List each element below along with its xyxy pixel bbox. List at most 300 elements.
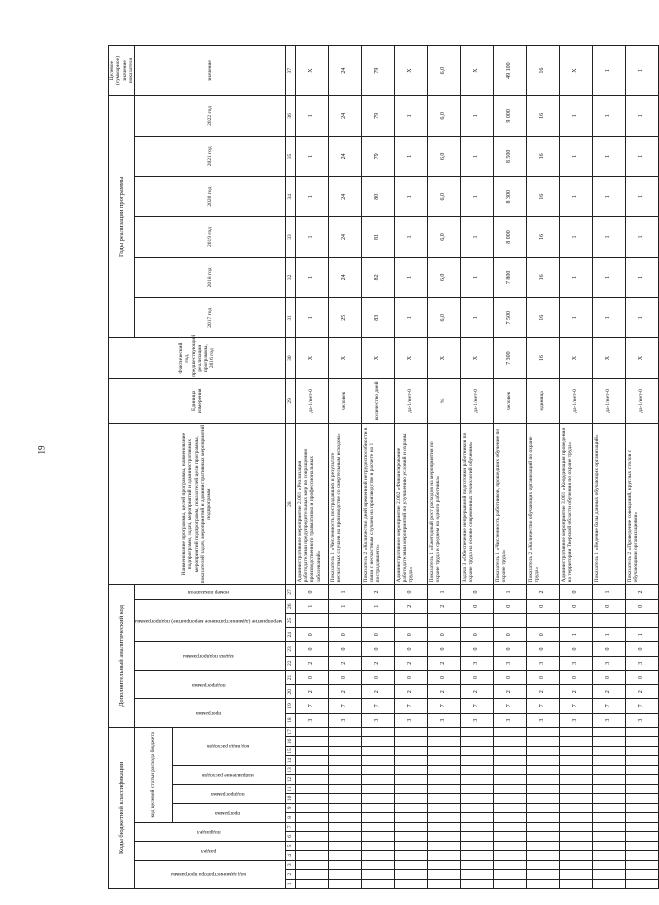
index-cell: 4 [285, 851, 295, 860]
unit-cell: да-1/нет-0 [460, 378, 493, 423]
year-value-cell: 7 500 [493, 298, 526, 338]
empty-code-cell [328, 832, 361, 841]
empty-code-cell [625, 851, 658, 860]
code-cell: 7 [427, 699, 460, 713]
base-year-column-header: Фактический год, предшествующий реализации программы, 2016 год [109, 338, 286, 378]
index-cell: 13 [285, 765, 295, 774]
table-row [592, 46, 625, 889]
empty-code-cell [328, 841, 361, 850]
year-value-cell: 1 [625, 257, 658, 297]
code-cell: 0 [526, 670, 559, 684]
empty-code-cell [625, 784, 658, 793]
empty-code-cell [559, 841, 592, 850]
empty-code-cell [361, 765, 394, 774]
empty-code-cell [394, 746, 427, 755]
target-value-cell: 16 [526, 46, 559, 96]
empty-code-cell [361, 775, 394, 784]
code-cell: 1 [427, 585, 460, 599]
unit-cell: % [427, 378, 460, 423]
empty-code-cell [361, 727, 394, 736]
empty-code-cell [328, 775, 361, 784]
budget-codes-group-header: Коды бюджетной классификации [109, 727, 135, 888]
empty-code-cell [328, 870, 361, 879]
index-cell: 24 [285, 628, 295, 642]
year-value-cell: 1 [592, 298, 625, 338]
expense-type-header: код вида расходов [172, 727, 285, 765]
table-row [295, 46, 328, 889]
year-value-cell: 1 [460, 136, 493, 176]
empty-code-cell [328, 784, 361, 793]
empty-code-cell [526, 784, 559, 793]
row-name-cell: Показатель 1 «Ведение базы данных обучающих организаций» [592, 423, 625, 584]
empty-code-cell [493, 841, 526, 850]
empty-code-cell [493, 775, 526, 784]
index-cell: 28 [285, 423, 295, 584]
base-year-cell: Х [625, 338, 658, 378]
index-cell: 16 [285, 737, 295, 746]
empty-code-cell [361, 737, 394, 746]
code-cell: 0 [460, 599, 493, 613]
year-value-cell: 1 [394, 96, 427, 136]
empty-code-cell [295, 822, 328, 831]
empty-code-cell [394, 727, 427, 736]
empty-code-cell [295, 613, 328, 627]
empty-code-cell [427, 784, 460, 793]
code-cell: 0 [559, 585, 592, 599]
empty-code-cell [394, 765, 427, 774]
empty-code-cell [625, 870, 658, 879]
year-value-cell: 8 500 [493, 136, 526, 176]
empty-code-cell [592, 746, 625, 755]
index-cell: 10 [285, 794, 295, 803]
code-cell: 0 [559, 599, 592, 613]
admin-code-header: код администратора программы [135, 860, 285, 888]
extra-code-group-header: Дополнительный аналитический код [109, 585, 135, 727]
empty-code-cell [625, 756, 658, 765]
empty-code-cell [394, 794, 427, 803]
code-cell: 0 [493, 670, 526, 684]
empty-code-cell [394, 879, 427, 888]
empty-code-cell [460, 803, 493, 812]
index-cell: 21 [285, 670, 295, 684]
year-value-cell: 1 [295, 257, 328, 297]
empty-code-cell [592, 737, 625, 746]
code-cell: 2 [328, 685, 361, 699]
code-cell: 0 [295, 670, 328, 684]
code-cell: 3 [394, 713, 427, 727]
code-cell: 2 [526, 685, 559, 699]
empty-code-cell [295, 803, 328, 812]
empty-code-cell [460, 841, 493, 850]
code-cell: 0 [460, 670, 493, 684]
year-value-cell: 1 [295, 96, 328, 136]
empty-code-cell [625, 746, 658, 755]
code-cell: 0 [427, 628, 460, 642]
empty-code-cell [592, 775, 625, 784]
empty-code-cell [427, 879, 460, 888]
year-value-cell: 6,0 [427, 177, 460, 217]
empty-code-cell [559, 803, 592, 812]
name-column-header: Наименование программы, целей программы, наименование подпрограмм, задач, мероприятий и административных мероприятий подпрограмм, показателей цели программы, показателей задач, мероприятий и административных мероприятий подпрограмм [109, 423, 286, 584]
empty-code-cell [460, 822, 493, 831]
program-code-header: программа [172, 803, 285, 822]
year-value-cell: 6,0 [427, 96, 460, 136]
empty-code-cell [295, 737, 328, 746]
code-cell: 0 [295, 642, 328, 656]
target-value-cell: 49 100 [493, 46, 526, 96]
index-cell: 1 [285, 879, 295, 888]
empty-code-cell [559, 794, 592, 803]
empty-code-cell [427, 841, 460, 850]
empty-code-cell [328, 746, 361, 755]
unit-cell: да-1/нет-0 [394, 378, 427, 423]
year-value-cell: 1 [559, 217, 592, 257]
code-cell: 7 [559, 699, 592, 713]
code-cell: 3 [361, 713, 394, 727]
empty-code-cell [427, 832, 460, 841]
year-value-cell: 1 [460, 257, 493, 297]
empty-code-cell [592, 832, 625, 841]
empty-code-cell [592, 727, 625, 736]
empty-code-cell [625, 822, 658, 831]
code-cell: 1 [592, 585, 625, 599]
year-value-cell: 16 [526, 257, 559, 297]
code-cell: 2 [427, 685, 460, 699]
code-cell: 7 [328, 699, 361, 713]
target-value-cell: 79 [361, 46, 394, 96]
empty-code-cell [625, 841, 658, 850]
code-cell: 7 [526, 699, 559, 713]
target-value-cell: Х [295, 46, 328, 96]
empty-code-cell [625, 775, 658, 784]
table-row [460, 46, 493, 889]
empty-code-cell [460, 756, 493, 765]
empty-code-cell [625, 860, 658, 869]
code-cell: 2 [361, 585, 394, 599]
empty-code-cell [592, 813, 625, 822]
years-group-header: Годы реализации программы [109, 96, 135, 338]
empty-code-cell [328, 803, 361, 812]
empty-code-cell [559, 822, 592, 831]
index-cell: 8 [285, 813, 295, 822]
empty-code-cell [328, 822, 361, 831]
empty-code-cell [592, 822, 625, 831]
target-value-cell: Х [394, 46, 427, 96]
empty-code-cell [427, 746, 460, 755]
code-cell: 2 [295, 685, 328, 699]
index-cell: 7 [285, 822, 295, 831]
empty-code-cell [427, 813, 460, 822]
code-cell: 2 [526, 585, 559, 599]
year-value-cell: 80 [361, 177, 394, 217]
empty-code-cell [559, 765, 592, 774]
empty-code-cell [592, 851, 625, 860]
code-cell: 1 [361, 599, 394, 613]
empty-code-cell [394, 813, 427, 822]
empty-code-cell [427, 775, 460, 784]
code-cell: 1 [328, 585, 361, 599]
empty-code-cell [526, 756, 559, 765]
empty-code-cell [592, 803, 625, 812]
unit-cell: да-1/нет-0 [559, 378, 592, 423]
year-value-cell: 1 [559, 257, 592, 297]
code-cell: 0 [361, 642, 394, 656]
section-header: раздел [135, 841, 285, 860]
empty-code-cell [328, 613, 361, 627]
table-body [295, 46, 658, 889]
empty-code-cell [526, 775, 559, 784]
index-cell: 34 [285, 177, 295, 217]
year-value-cell: 24 [328, 96, 361, 136]
empty-code-cell [559, 775, 592, 784]
empty-code-cell [295, 832, 328, 841]
empty-code-cell [559, 860, 592, 869]
year-2020-header: 2020 год [135, 177, 285, 217]
empty-code-cell [328, 727, 361, 736]
code-cell: 3 [625, 656, 658, 670]
extra-subprogram-header: подпрограмма [135, 670, 285, 698]
table-row [427, 46, 460, 889]
code-cell: 0 [625, 599, 658, 613]
code-cell: 0 [592, 642, 625, 656]
code-cell: 3 [559, 713, 592, 727]
empty-code-cell [526, 822, 559, 831]
empty-code-cell [427, 860, 460, 869]
empty-code-cell [526, 746, 559, 755]
empty-code-cell [493, 794, 526, 803]
code-cell: 0 [328, 628, 361, 642]
code-cell: 0 [625, 670, 658, 684]
code-cell: 7 [625, 699, 658, 713]
row-name-cell: Административное мероприятие 3.001 «Координация проведения на территории Тверской области обучения по охране труда» [559, 423, 592, 584]
program-table-wrapper [108, 45, 645, 889]
code-cell: 0 [394, 585, 427, 599]
empty-code-cell [394, 832, 427, 841]
year-value-cell: 1 [559, 96, 592, 136]
empty-code-cell [361, 794, 394, 803]
index-cell: 20 [285, 685, 295, 699]
empty-code-cell [427, 765, 460, 774]
year-value-cell: 16 [526, 136, 559, 176]
base-year-cell: Х [559, 338, 592, 378]
empty-code-cell [592, 879, 625, 888]
empty-code-cell [526, 727, 559, 736]
base-year-cell: 16 [526, 338, 559, 378]
year-value-cell: 82 [361, 257, 394, 297]
empty-code-cell [625, 803, 658, 812]
year-value-cell: 1 [394, 298, 427, 338]
target-value-cell: 24 [328, 46, 361, 96]
empty-code-cell [295, 746, 328, 755]
subsection-header: подраздел [135, 822, 285, 841]
code-cell: 7 [460, 699, 493, 713]
empty-code-cell [361, 870, 394, 879]
empty-code-cell [625, 832, 658, 841]
empty-code-cell [394, 841, 427, 850]
index-cell: 35 [285, 136, 295, 176]
empty-code-cell [394, 737, 427, 746]
year-value-cell: 1 [625, 177, 658, 217]
empty-code-cell [427, 851, 460, 860]
empty-code-cell [526, 794, 559, 803]
code-cell: 2 [493, 685, 526, 699]
code-cell: 7 [592, 699, 625, 713]
empty-code-cell [361, 813, 394, 822]
empty-code-cell [625, 879, 658, 888]
code-cell: 0 [328, 670, 361, 684]
target-value-cell: 1 [592, 46, 625, 96]
target-value-cell: Х [460, 46, 493, 96]
row-name-cell: Показатель 1 «Численность работников, прошедших обучение по охране труда» [493, 423, 526, 584]
index-cell: 26 [285, 599, 295, 613]
empty-code-cell [526, 803, 559, 812]
index-cell: 31 [285, 298, 295, 338]
empty-code-cell [427, 727, 460, 736]
empty-code-cell [361, 841, 394, 850]
code-cell: 3 [592, 656, 625, 670]
base-year-cell: 7 300 [493, 338, 526, 378]
index-cell: 36 [285, 96, 295, 136]
empty-code-cell [559, 737, 592, 746]
code-cell: 3 [526, 656, 559, 670]
empty-code-cell [559, 879, 592, 888]
year-value-cell: 9 000 [493, 96, 526, 136]
year-value-cell: 1 [592, 136, 625, 176]
column-index-row [285, 46, 295, 889]
empty-code-cell [493, 756, 526, 765]
empty-code-cell [493, 822, 526, 831]
year-value-cell: 1 [460, 298, 493, 338]
year-value-cell: 1 [592, 96, 625, 136]
code-cell: 2 [559, 685, 592, 699]
empty-code-cell [625, 737, 658, 746]
empty-code-cell [394, 870, 427, 879]
index-cell: 19 [285, 699, 295, 713]
unit-cell: единица [526, 378, 559, 423]
year-2019-header: 2019 год [135, 217, 285, 257]
code-cell: 0 [427, 642, 460, 656]
base-year-cell: Х [460, 338, 493, 378]
empty-code-cell [295, 879, 328, 888]
unit-cell: количество дней [361, 378, 394, 423]
empty-code-cell [460, 860, 493, 869]
index-cell: 30 [285, 338, 295, 378]
row-name-cell: Показатель 2 «Количество дней временной нетрудоспособности в связи с несчастным случаем на производстве в расчете на 1 пострадавшего» [361, 423, 394, 584]
empty-code-cell [592, 613, 625, 627]
code-cell: 0 [295, 628, 328, 642]
year-value-cell: 6,0 [427, 298, 460, 338]
table-row [394, 46, 427, 889]
empty-code-cell [592, 870, 625, 879]
base-year-cell: Х [361, 338, 394, 378]
code-cell: 0 [394, 670, 427, 684]
empty-code-cell [559, 613, 592, 627]
empty-code-cell [460, 727, 493, 736]
empty-code-cell [427, 794, 460, 803]
empty-code-cell [559, 870, 592, 879]
subprogram-code-header: подпрограмма [172, 784, 285, 803]
code-cell: 2 [394, 656, 427, 670]
empty-code-cell [394, 756, 427, 765]
code-cell: 0 [361, 628, 394, 642]
index-cell: 11 [285, 784, 295, 793]
code-cell: 2 [328, 656, 361, 670]
empty-code-cell [295, 870, 328, 879]
empty-code-cell [328, 879, 361, 888]
empty-code-cell [460, 784, 493, 793]
code-cell: 2 [361, 685, 394, 699]
extra-program-header: программа [135, 699, 285, 727]
code-cell: 0 [427, 670, 460, 684]
code-cell: 2 [427, 656, 460, 670]
code-cell: 2 [361, 656, 394, 670]
year-2022-header: 2022 год [135, 96, 285, 136]
empty-code-cell [592, 756, 625, 765]
year-value-cell: 6,0 [427, 257, 460, 297]
target-value-cell: 1 [625, 46, 658, 96]
year-value-cell: 1 [460, 96, 493, 136]
year-value-cell: 16 [526, 96, 559, 136]
empty-code-cell [295, 860, 328, 869]
empty-code-cell [361, 832, 394, 841]
empty-code-cell [493, 803, 526, 812]
year-value-cell: 6,0 [427, 136, 460, 176]
empty-code-cell [493, 727, 526, 736]
index-cell: 12 [285, 775, 295, 784]
empty-code-cell [427, 870, 460, 879]
year-value-cell: 1 [592, 257, 625, 297]
empty-code-cell [361, 613, 394, 627]
code-cell: 0 [361, 670, 394, 684]
empty-code-cell [460, 765, 493, 774]
code-cell: 1 [592, 628, 625, 642]
empty-code-cell [361, 746, 394, 755]
empty-code-cell [328, 765, 361, 774]
year-value-cell: 6,0 [427, 217, 460, 257]
empty-code-cell [526, 879, 559, 888]
year-value-cell: 24 [328, 217, 361, 257]
index-cell: 17 [285, 727, 295, 736]
code-cell: 0 [625, 642, 658, 656]
code-cell: 3 [295, 713, 328, 727]
base-year-cell: Х [328, 338, 361, 378]
year-value-cell: 7 800 [493, 257, 526, 297]
code-cell: 7 [394, 699, 427, 713]
row-name-cell: Показатель 1 «Численность пострадавших в результате несчастных случаев на производстве со смертельным исходом» [328, 423, 361, 584]
base-year-cell: Х [295, 338, 328, 378]
index-cell: 32 [285, 257, 295, 297]
code-cell: 0 [493, 599, 526, 613]
row-name-cell: Показатель 2 «Проведение совещаний, круглых столов с обучающими организациями» [625, 423, 658, 584]
base-year-cell: Х [427, 338, 460, 378]
index-cell: 6 [285, 832, 295, 841]
year-value-cell: 1 [394, 217, 427, 257]
empty-code-cell [427, 613, 460, 627]
year-value-cell: 1 [295, 217, 328, 257]
empty-code-cell [427, 803, 460, 812]
unit-cell: да-1/нет-0 [295, 378, 328, 423]
year-value-cell: 81 [361, 217, 394, 257]
index-cell: 2 [285, 870, 295, 879]
year-value-cell: 1 [559, 177, 592, 217]
empty-code-cell [361, 822, 394, 831]
empty-code-cell [559, 727, 592, 736]
table-row [625, 46, 658, 889]
year-value-cell: 1 [394, 177, 427, 217]
empty-code-cell [526, 765, 559, 774]
empty-code-cell [559, 851, 592, 860]
index-cell: 25 [285, 613, 295, 627]
